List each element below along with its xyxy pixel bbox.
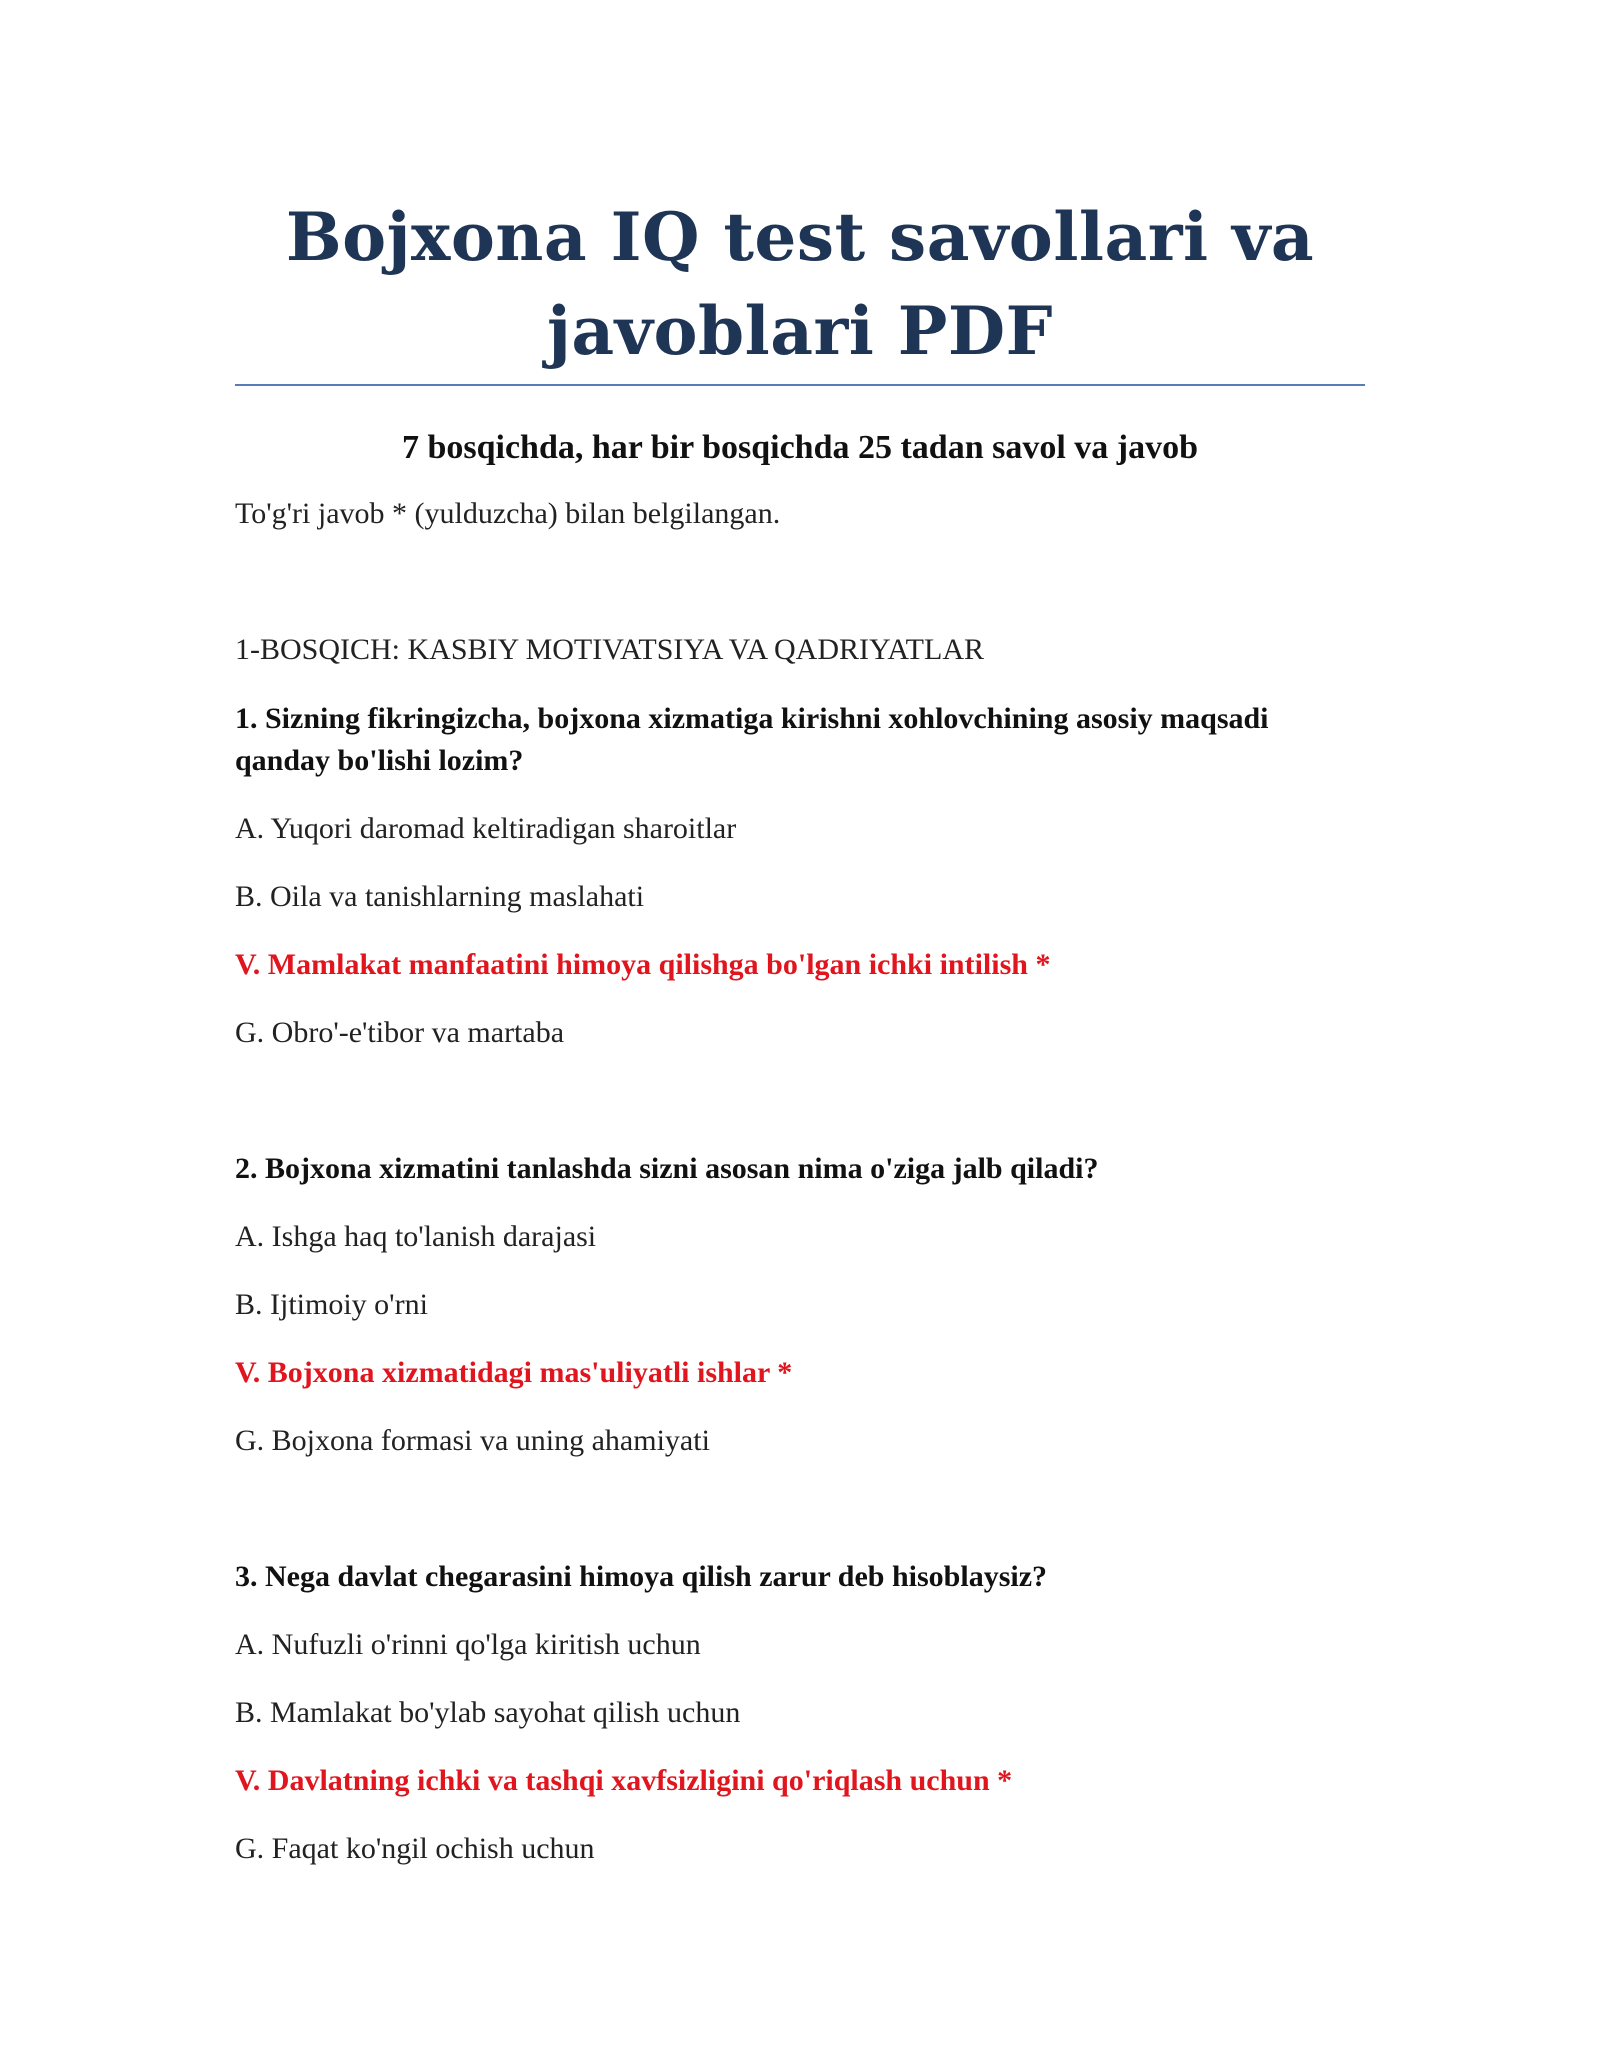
answer-option-g: G. Faqat ko'ngil ochish uchun: [235, 1832, 595, 1865]
document-subtitle: 7 bosqichda, har bir bosqichda 25 tadan savol va javob: [401, 429, 1199, 466]
answer-option-g: G. Bojxona formasi va uning ahamiyati: [235, 1424, 710, 1457]
answer-option-v-correct: V. Mamlakat manfaatini himoya qilishga bo'lgan ichki intilish *: [235, 948, 1051, 981]
question-text: 2. Bojxona xizmatini tanlashda sizni asosan nima o'ziga jalb qiladi?: [235, 1152, 1099, 1185]
intro-note: To'g'ri javob * (yulduzcha) bilan belgilangan.: [235, 497, 781, 530]
answer-option-b: B. Mamlakat bo'ylab sayohat qilish uchun: [235, 1696, 741, 1729]
title-divider: [235, 384, 1365, 386]
answer-option-v-correct: V. Davlatning ichki va tashqi xavfsizligini qo'riqlash uchun *: [235, 1764, 1013, 1797]
section-heading: 1-BOSQICH: KASBIY MOTIVATSIYA VA QADRIYATLAR: [235, 633, 984, 666]
document-title: Bojxona IQ test savollari va javoblari PDF: [285, 198, 1315, 370]
answer-option-b: B. Ijtimoiy o'rni: [235, 1288, 428, 1321]
question-block: [235, 1556, 1365, 1870]
question-block: [235, 1148, 1365, 1462]
answer-option-a: A. Ishga haq to'lanish darajasi: [235, 1220, 597, 1253]
answer-option-a: A. Nufuzli o'rinni qo'lga kiritish uchun: [235, 1628, 701, 1661]
question-block: [235, 698, 1365, 1054]
document-page: [235, 190, 1365, 1870]
question-text: 3. Nega davlat chegarasini himoya qilish zarur deb hisoblaysiz?: [235, 1560, 1048, 1593]
answer-option-v-correct: V. Bojxona xizmatidagi mas'uliyatli ishlar *: [235, 1356, 793, 1389]
question-text: 1. Sizning fikringizcha, bojxona xizmatiga kirishni xohlovchining asosiy maqsadi qanday bo'lishi lozim?: [235, 702, 1269, 777]
answer-option-a: A. Yuqori daromad keltiradigan sharoitlar: [235, 812, 737, 845]
answer-option-g: G. Obro'-e'tibor va martaba: [235, 1016, 565, 1049]
answer-option-b: B. Oila va tanishlarning maslahati: [235, 880, 645, 913]
